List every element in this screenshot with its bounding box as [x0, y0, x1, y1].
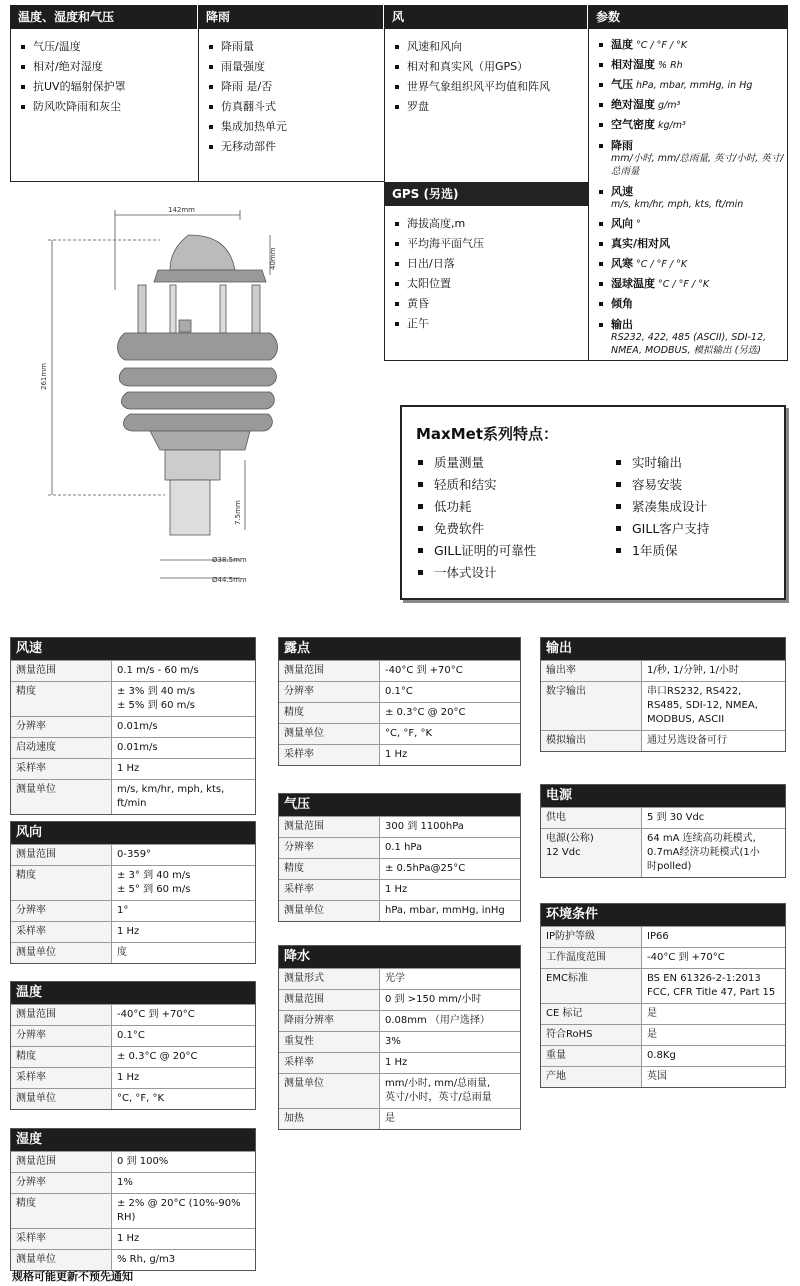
list-item: 日出/日落 [393, 254, 588, 274]
row-value: IP66 [647, 931, 669, 942]
table-row [11, 758, 255, 779]
row-key: 精度 [11, 682, 112, 716]
list-item: 黄昏 [393, 294, 588, 314]
table-row [279, 1073, 520, 1108]
param-label: 真实/相对风 [611, 237, 671, 250]
header-rain: 降雨 [198, 5, 384, 29]
list-item: 降雨量 [207, 37, 384, 57]
param-label: 空气密度 [611, 118, 655, 131]
dim-445: Ø44.5mm [212, 576, 247, 584]
table-title: 气压 [279, 794, 520, 816]
row-key: 采样率 [279, 1053, 380, 1073]
row-value: 1 Hz [385, 1057, 408, 1068]
row-key: 分辨率 [279, 838, 380, 858]
row-key: 模拟输出 [541, 731, 642, 751]
table-row [11, 1249, 255, 1270]
row-key: 工作温度范围 [541, 948, 642, 968]
table-humidity [10, 1128, 256, 1271]
list-item: 紧凑集成设计 [614, 496, 709, 518]
table-title: 风向 [11, 822, 255, 844]
row-key: 采样率 [279, 745, 380, 765]
features-box [400, 405, 786, 600]
row-key: 分辨率 [279, 682, 380, 702]
table-precip [278, 945, 521, 1130]
header-wind: 风 [384, 5, 588, 29]
table-row [541, 1066, 785, 1087]
row-key: 测量范围 [279, 661, 380, 681]
row-key: 采样率 [11, 759, 112, 779]
row-value: 0.01m/s [117, 721, 158, 732]
gps-title: GPS (另选) [384, 182, 588, 206]
rain-col [198, 29, 384, 182]
row-key: 测量单位 [279, 901, 380, 921]
row-value: 串口RS232, RS422, RS485, SDI-12, NMEA, MODBUS, ASCII [647, 686, 758, 725]
row-key: IP防护等级 [541, 927, 642, 947]
table-temp [10, 981, 256, 1110]
table-title: 湿度 [11, 1129, 255, 1151]
row-value: 是 [647, 1008, 657, 1019]
row-value: °C, °F, °K [385, 728, 433, 739]
row-key: CE 标记 [541, 1004, 642, 1024]
table-row [11, 681, 255, 716]
table-row [279, 1031, 520, 1052]
param-item [597, 181, 787, 214]
param-item [597, 294, 787, 314]
table-row [279, 968, 520, 989]
row-key: 测量形式 [279, 969, 380, 989]
row-value: 1° [117, 905, 129, 916]
table-power [540, 784, 786, 878]
param-item [597, 274, 787, 294]
table-title: 环境条件 [541, 904, 785, 926]
list-item: 实时输出 [614, 452, 709, 474]
table-pressure [278, 793, 521, 922]
table-wind-dir [10, 821, 256, 964]
row-value: 通过另选设备可行 [647, 735, 727, 746]
list-item: 1年质保 [614, 540, 709, 562]
row-value: 是 [647, 1029, 657, 1040]
row-key: 分辨率 [11, 1173, 112, 1193]
row-key: 测量单位 [279, 724, 380, 744]
row-key: 重复性 [279, 1032, 380, 1052]
table-row [279, 702, 520, 723]
param-label: 倾角 [611, 297, 633, 310]
row-key: EMC标准 [541, 969, 642, 1003]
param-label: 温度 [611, 38, 633, 51]
param-units: mm/小时, mm/总雨量, 英寸/小时, 英寸/总雨量 [611, 153, 784, 177]
table-title: 温度 [11, 982, 255, 1004]
row-key: 重量 [541, 1046, 642, 1066]
param-item [597, 115, 787, 135]
row-value: 1 Hz [385, 749, 408, 760]
param-units: °C / °F / °K [633, 259, 688, 270]
row-key: 数字输出 [541, 682, 642, 730]
temp-col [10, 29, 198, 182]
table-row [11, 1067, 255, 1088]
table-row [541, 1003, 785, 1024]
param-item [597, 55, 787, 75]
row-value: 0 到 100% [117, 1156, 169, 1167]
row-key: 产地 [541, 1067, 642, 1087]
row-value: °C, °F, °K [117, 1093, 165, 1104]
row-value: 0.1°C [117, 1030, 145, 1041]
dim-40: 40mm [269, 247, 277, 270]
row-value: 1% [117, 1177, 133, 1188]
param-item [597, 95, 787, 115]
row-value: -40°C 到 +70°C [647, 952, 725, 963]
list-item: 免费软件 [416, 518, 536, 540]
list-item: 风速和风向 [393, 37, 588, 57]
table-title: 露点 [279, 638, 520, 660]
row-key: 供电 [541, 808, 642, 828]
table-row [11, 737, 255, 758]
table-row [279, 900, 520, 921]
row-value: ± 0.3°C @ 20°C [117, 1051, 198, 1062]
table-row [11, 660, 255, 681]
row-value: 1 Hz [117, 1072, 140, 1083]
param-label: 气压 [611, 78, 633, 91]
list-item: GILL证明的可靠性 [416, 540, 536, 562]
table-row [279, 1010, 520, 1031]
list-item: 降雨 是/否 [207, 77, 384, 97]
row-key: 测量单位 [11, 1250, 112, 1270]
row-key: 测量范围 [11, 1152, 112, 1172]
param-units: RS232, 422, 485 (ASCII), SDI-12, NMEA, MODBUS, 模拟输出 (另选) [611, 332, 767, 356]
param-units: % Rh [655, 60, 683, 71]
row-key: 测量范围 [279, 990, 380, 1010]
table-row [279, 681, 520, 702]
table-row [11, 779, 255, 814]
row-value: 0.8Kg [647, 1050, 676, 1061]
row-key: 精度 [11, 1194, 112, 1228]
table-wind-speed [10, 637, 256, 815]
row-key: 电源(公称) 12 Vdc [541, 829, 642, 877]
row-value: ± 0.5hPa@25°C [385, 863, 466, 874]
row-key: 采样率 [11, 922, 112, 942]
list-item: 相对/绝对湿度 [19, 57, 198, 77]
row-value: 度 [117, 947, 127, 958]
table-title: 输出 [541, 638, 785, 660]
dim-261: 261mm [40, 363, 48, 390]
table-row [541, 828, 785, 877]
param-item [597, 314, 787, 360]
row-key: 测量单位 [11, 943, 112, 963]
row-key: 测量范围 [11, 661, 112, 681]
features-title: MaxMet系列特点： [416, 425, 558, 443]
table-row [279, 1108, 520, 1129]
param-item [597, 214, 787, 234]
row-value: 1 Hz [385, 884, 408, 895]
row-value: ± 2% @ 20°C (10%-90% RH) [117, 1198, 241, 1223]
list-item: 抗UV的辐射保护罩 [19, 77, 198, 97]
table-title: 电源 [541, 785, 785, 807]
table-title: 风速 [11, 638, 255, 660]
row-value: 0-359° [117, 849, 152, 860]
param-label: 风寒 [611, 257, 633, 270]
table-row [11, 1193, 255, 1228]
row-value: hPa, mbar, mmHg, inHg [385, 905, 505, 916]
row-key: 精度 [279, 703, 380, 723]
row-value: BS EN 61326-2-1:2013 FCC, CFR Title 47, Part 15 [647, 973, 776, 998]
table-row [541, 926, 785, 947]
table-row [541, 947, 785, 968]
param-units: °C / °F / °K [633, 40, 688, 51]
row-value: 光学 [385, 973, 405, 984]
list-item: 无移动部件 [207, 137, 384, 157]
list-item: 世界气象组织风平均值和阵风 [393, 77, 588, 97]
table-row [279, 879, 520, 900]
row-key: 精度 [11, 866, 112, 900]
table-row [279, 837, 520, 858]
row-value: 0.1°C [385, 686, 413, 697]
row-value: ± 3° 到 40 m/s ± 5° 到 60 m/s [117, 870, 191, 895]
param-label: 相对湿度 [611, 58, 655, 71]
list-item: 质量测量 [416, 452, 536, 474]
table-row [11, 844, 255, 865]
row-value: 0 到 >150 mm/小时 [385, 994, 482, 1005]
list-item: 一体式设计 [416, 562, 536, 584]
dim-385: Ø38.5mm [212, 556, 247, 564]
table-row [279, 989, 520, 1010]
row-key: 符合RoHS [541, 1025, 642, 1045]
list-item: 平均海平面气压 [393, 234, 588, 254]
param-label: 输出 [611, 318, 633, 331]
list-item: 气压/温度 [19, 37, 198, 57]
row-value: 1 Hz [117, 926, 140, 937]
row-key: 采样率 [279, 880, 380, 900]
row-value: 1 Hz [117, 1233, 140, 1244]
param-units: g/m³ [655, 100, 681, 111]
list-item: 海拔高度,m [393, 214, 588, 234]
row-value: m/s, km/hr, mph, kts, ft/min [117, 784, 225, 809]
row-value: 1 Hz [117, 763, 140, 774]
param-units: ° [633, 219, 641, 230]
table-title: 降水 [279, 946, 520, 968]
row-value: 3% [385, 1036, 401, 1047]
table-row [541, 1045, 785, 1066]
list-item: 罗盘 [393, 97, 588, 117]
row-value: 300 到 1100hPa [385, 821, 464, 832]
list-item: 集成加热单元 [207, 117, 384, 137]
row-value: % Rh, g/m3 [117, 1254, 176, 1265]
gps-col [384, 206, 588, 361]
list-item: 正午 [393, 314, 588, 334]
table-row [11, 1228, 255, 1249]
row-value: ± 0.3°C @ 20°C [385, 707, 466, 718]
list-item: 容易安装 [614, 474, 709, 496]
list-item: 低功耗 [416, 496, 536, 518]
row-value: ± 3% 到 40 m/s ± 5% 到 60 m/s [117, 686, 196, 711]
params-col [588, 29, 788, 361]
table-row [11, 1004, 255, 1025]
row-key: 启动速度 [11, 738, 112, 758]
table-row [11, 1046, 255, 1067]
footer-note: 规格可能更新不预先通知 [12, 1270, 133, 1283]
list-item: GILL客户支持 [614, 518, 709, 540]
row-key: 测量单位 [279, 1074, 380, 1108]
list-item: 雨量强度 [207, 57, 384, 77]
param-item [597, 234, 787, 254]
row-key: 精度 [11, 1047, 112, 1067]
row-key: 测量范围 [11, 845, 112, 865]
list-item: 仿真翻斗式 [207, 97, 384, 117]
row-value: 0.1 m/s - 60 m/s [117, 665, 199, 676]
param-item [597, 35, 787, 55]
list-item: 太阳位置 [393, 274, 588, 294]
row-key: 分辨率 [11, 717, 112, 737]
row-key: 采样率 [11, 1068, 112, 1088]
product-drawing [40, 200, 280, 590]
row-value: -40°C 到 +70°C [385, 665, 463, 676]
list-item: 轻质和结实 [416, 474, 536, 496]
table-row [279, 816, 520, 837]
table-row [541, 681, 785, 730]
param-label: 风速 [611, 185, 633, 198]
row-key: 精度 [279, 859, 380, 879]
header-temp: 温度、湿度和气压 [10, 5, 198, 29]
param-label: 风向 [611, 217, 633, 230]
table-row [541, 730, 785, 751]
row-key: 分辨率 [11, 901, 112, 921]
row-key: 分辨率 [11, 1026, 112, 1046]
table-output [540, 637, 786, 752]
table-row [279, 723, 520, 744]
param-item [597, 135, 787, 181]
row-value: 0.01m/s [117, 742, 158, 753]
list-item: 防风吹降雨和灰尘 [19, 97, 198, 117]
table-row [541, 660, 785, 681]
table-row [11, 942, 255, 963]
table-env [540, 903, 786, 1088]
table-row [11, 1172, 255, 1193]
row-key: 加热 [279, 1109, 380, 1129]
table-row [11, 1025, 255, 1046]
table-row [279, 660, 520, 681]
table-row [279, 744, 520, 765]
table-row [11, 1151, 255, 1172]
table-row [541, 968, 785, 1003]
table-row [11, 921, 255, 942]
row-key: 降雨分辨率 [279, 1011, 380, 1031]
row-value: -40°C 到 +70°C [117, 1009, 195, 1020]
row-value: 0.08mm （用户选择） [385, 1015, 490, 1026]
param-units: hPa, mbar, mmHg, in Hg [633, 80, 753, 91]
row-key: 测量范围 [11, 1005, 112, 1025]
param-label: 湿球温度 [611, 277, 655, 290]
table-row [279, 1052, 520, 1073]
row-key: 测量范围 [279, 817, 380, 837]
param-units: m/s, km/hr, mph, kts, ft/min [611, 199, 744, 210]
table-row [11, 865, 255, 900]
table-dew [278, 637, 521, 766]
param-units: kg/m³ [655, 120, 686, 131]
row-value: 5 到 30 Vdc [647, 812, 705, 823]
row-value: 64 mA 连续高功耗模式, 0.7mA经济功耗模式(1小 时polled) [647, 833, 760, 872]
table-row [11, 900, 255, 921]
table-row [541, 807, 785, 828]
row-value: 0.1 hPa [385, 842, 423, 853]
table-row [11, 716, 255, 737]
row-key: 输出率 [541, 661, 642, 681]
param-units: °C / °F / °K [655, 279, 710, 290]
wind-col [384, 29, 588, 182]
param-label: 绝对湿度 [611, 98, 655, 111]
row-value: mm/小时, mm/总雨量, 英寸/小时，英寸/总雨量 [385, 1078, 492, 1103]
row-key: 测量单位 [11, 1089, 112, 1109]
table-row [279, 858, 520, 879]
table-row [11, 1088, 255, 1109]
row-key: 测量单位 [11, 780, 112, 814]
table-row [541, 1024, 785, 1045]
dim-75: 7.5mm [234, 500, 242, 525]
header-params: 参数 [588, 5, 788, 29]
param-label: 降雨 [611, 139, 633, 152]
dim-142: 142mm [168, 206, 195, 214]
list-item: 相对和真实风（用GPS） [393, 57, 588, 77]
param-item [597, 254, 787, 274]
param-item [597, 75, 787, 95]
row-value: 是 [385, 1113, 395, 1124]
row-value: 1/秒, 1/分钟, 1/小时 [647, 665, 739, 676]
row-value: 英国 [647, 1071, 667, 1082]
row-key: 采样率 [11, 1229, 112, 1249]
